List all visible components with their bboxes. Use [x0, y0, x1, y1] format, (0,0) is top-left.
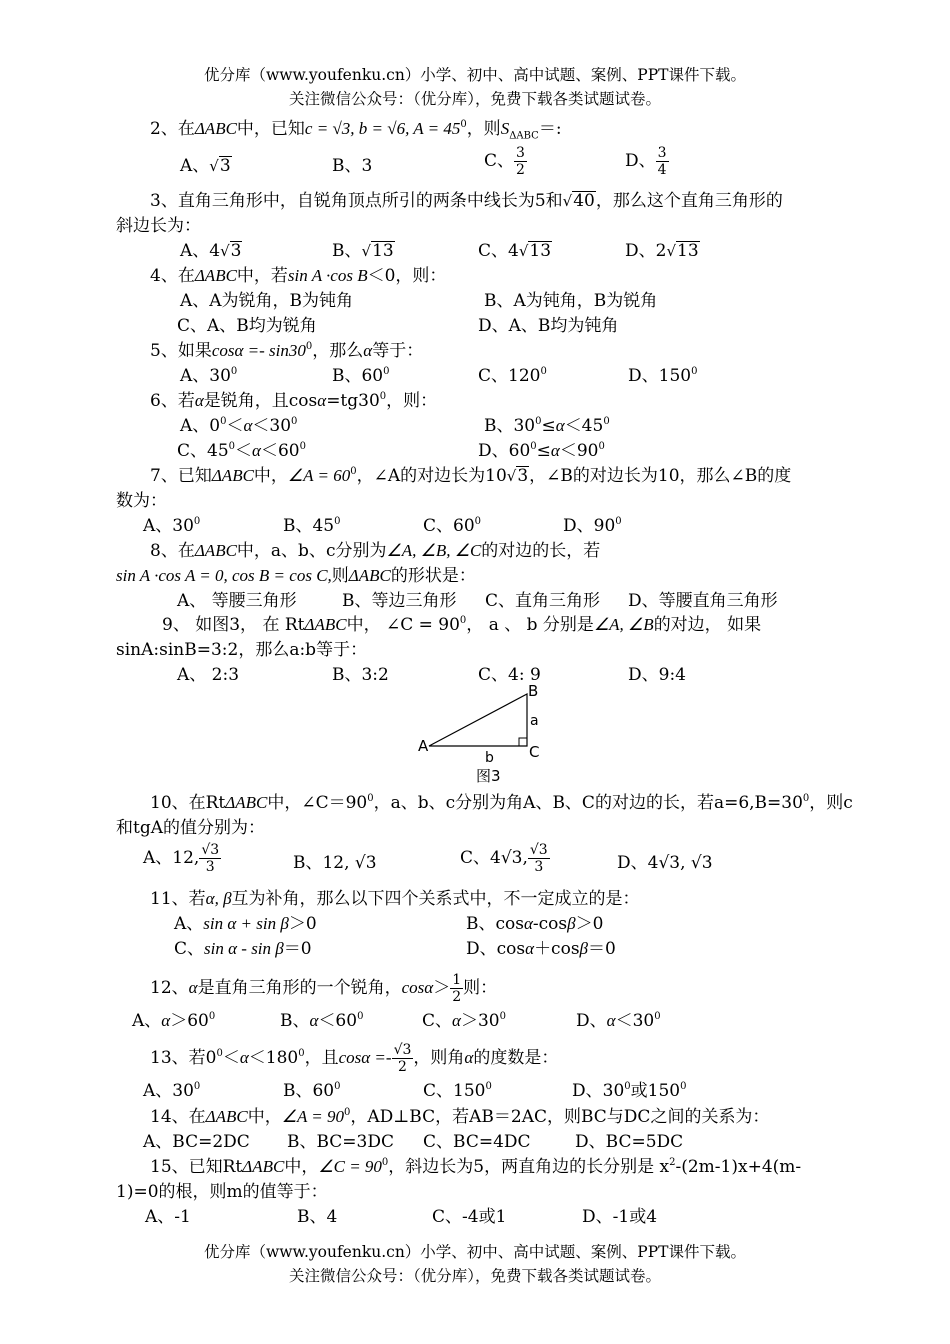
question-2-option-a: A、√3 [180, 156, 231, 176]
question-10-option-a: A、12, $\frac{√3}{3}$ [143, 842, 220, 875]
question-13-stem: 13、若$0^0<\alpha<180^0$，且cosα =- $\frac{√3}{2}$ ，则角α的度数是： [150, 1042, 559, 1075]
question-11-option-d: D、cosα＋cosβ＝0 [466, 939, 616, 959]
question-5-option-b: B、$60^0$ [332, 366, 390, 386]
footer-line-1: 优分库（www.youfenku.cn）小学、初中、高中试题、案例、PPT课件下载。 [203, 1243, 747, 1261]
question-4-option-a: A、A为锐角，B为钝角 [180, 291, 354, 311]
question-15-option-c: C、-4或1 [432, 1207, 507, 1227]
question-5-option-d: D、$150^0$ [628, 366, 698, 386]
figure-caption: 图3 [476, 767, 501, 785]
question-4-option-d: D、A、B均为钝角 [478, 316, 619, 336]
question-3-stem-line-2: 斜边长为： [116, 216, 201, 236]
vertex-c-label: C [529, 743, 540, 761]
question-9-option-a: A、 2:3 [177, 665, 240, 685]
question-4-option-c: C、A、B均为锐角 [177, 316, 317, 336]
question-2-option-b: B、3 [332, 156, 373, 176]
question-3-stem-line-1: 3、直角三角形中，自锐角顶点所引的两条中线长为5和√40，那么这个直角三角形的 [150, 191, 783, 211]
question-7-stem-line-2: 数为： [116, 491, 167, 511]
header-line-2: 关注微信公众号：（优分库），免费下载各类试题试卷。 [288, 90, 661, 108]
question-5-option-a: A、$30^0$ [180, 366, 238, 386]
question-15-stem-line-1: 15、已知RtΔABC中，∠C = $90^0$，斜边长为5，两直角边的长分别是 $x^2-(2m-1)x+4(m-$ [150, 1157, 802, 1177]
right-angle-mark [519, 738, 527, 746]
question-2-option-c: C、 $\frac{3}{2}$ [484, 145, 525, 178]
question-12-stem: 12、α是直角三角形的一个锐角，cosα＞ $\frac{1}{2}$ 则： [150, 972, 498, 1005]
question-12-option-c: C、$\alpha>30^0$ [422, 1011, 506, 1031]
question-12-option-b: B、$\alpha<60^0$ [280, 1011, 364, 1031]
question-15-option-b: B、4 [297, 1207, 338, 1227]
question-7-option-c: C、$60^0$ [423, 516, 482, 536]
question-11-stem: 11、若α, β互为补角，那么以下四个关系式中，不一定成立的是： [150, 889, 640, 909]
question-13-option-d: D、$30^0$或$150^0$ [572, 1081, 687, 1101]
question-3-option-b: B、√13 [332, 241, 394, 261]
vertex-b-label: B [528, 682, 539, 700]
question-13-option-b: B、$60^0$ [283, 1081, 341, 1101]
question-3-option-c: C、4√13 [478, 241, 552, 261]
question-9-option-d: D、9:4 [628, 665, 686, 685]
side-b-label: b [485, 750, 494, 766]
question-6-stem: 6、若α是锐角，且$\cos\alpha=tg30^0$，则： [150, 391, 438, 411]
footer-line-2: 关注微信公众号：（优分库），免费下载各类试题试卷。 [288, 1267, 661, 1285]
triangle-outline [429, 694, 527, 746]
question-3-option-d: D、2√13 [625, 241, 699, 261]
question-6-option-b: B、$30^0\le\alpha<45^0$ [484, 416, 610, 436]
vertex-a-label: A [418, 737, 429, 755]
question-15-option-d: D、-1或4 [582, 1207, 658, 1227]
question-2-stem: 2、在ΔABC中，已知c = √3, b = √6, $A = 45^0$，则$S_{\Delta ABC}=$: [150, 119, 562, 142]
question-15-option-a: A、-1 [145, 1207, 191, 1227]
question-8-option-a: A、 等腰三角形 [177, 591, 297, 611]
question-4-stem: 4、在ΔABC中，若sin A ·cos B＜0，则： [150, 266, 447, 286]
question-4-option-b: B、A为钝角，B为锐角 [484, 291, 658, 311]
question-15-stem-line-2: 1)=0的根，则m的值等于： [116, 1182, 328, 1202]
question-11-option-b: B、cosα-cosβ＞0 [466, 914, 604, 934]
question-7-stem-line-1: 7、已知ΔABC中，∠A = $60^0$，∠A的对边长为10√3，∠B的对边长为10，那么∠B的度 [150, 466, 792, 486]
question-9-option-b: B、3:2 [332, 665, 389, 685]
question-6-option-c: C、$45^0<\alpha<60^0$ [177, 441, 306, 461]
question-5-option-c: C、$120^0$ [478, 366, 547, 386]
question-13-option-c: C、$150^0$ [423, 1081, 492, 1101]
question-12-option-d: D、$\alpha<30^0$ [576, 1011, 661, 1031]
question-14-option-c: C、BC=4DC [423, 1132, 531, 1152]
question-14-option-a: A、BC=2DC [143, 1132, 250, 1152]
question-3-option-a: A、4√3 [180, 241, 242, 261]
question-6-option-a: A、$0^0<\alpha<30^0$ [180, 416, 298, 436]
question-8-stem-line-2: sin A ·cos A = 0, cos B = cos C,则ΔABC的形状是： [116, 566, 476, 586]
question-10-stem-line-1: 10、在RtΔABC中，$\angle C=90^0$，a、b、c分别为角A、B、C的对边的长，若$a=6,B=30^0$，则c [150, 793, 853, 813]
question-9-stem-line-1: 9、 如图3， 在 RtΔABC中， ∠C = $90^0$， a 、 b 分别是∠A, ∠B的对边， 如果 [162, 615, 762, 635]
question-14-option-b: B、BC=3DC [287, 1132, 395, 1152]
question-14-stem: 14、在ΔABC中，∠A = $90^0$，AD⊥BC，若AB＝2AC，则BC与DC之间的关系为： [150, 1107, 770, 1127]
question-12-option-a: A、$\alpha>60^0$ [132, 1011, 216, 1031]
question-9-stem-line-2: sinA:sinB=3:2，那么a:b等于： [116, 640, 368, 660]
question-13-option-a: A、$30^0$ [143, 1081, 201, 1101]
question-10-option-b: B、12, √3 [293, 853, 377, 873]
question-11-option-a: A、sin α + sin β＞0 [174, 914, 317, 934]
question-14-option-d: D、BC=5DC [575, 1132, 684, 1152]
question-7-option-b: B、$45^0$ [283, 516, 341, 536]
question-10-option-c: C、4√3, $\frac{√3}{3}$ [460, 842, 548, 875]
question-8-option-c: C、直角三角形 [485, 591, 601, 611]
question-2-option-d: D、 $\frac{3}{4}$ [625, 145, 667, 178]
question-8-stem-line-1: 8、在ΔABC中，a、b、c分别为∠A, ∠B, ∠C的对边的长，若 [150, 541, 601, 561]
question-11-option-c: C、sin α - sin β＝0 [174, 939, 312, 959]
question-8-option-d: D、等腰直角三角形 [628, 591, 778, 611]
question-5-stem: 5、如果$\cos\alpha =- \sin 30^0$，那么α等于： [150, 341, 424, 361]
question-7-option-a: A、$30^0$ [143, 516, 201, 536]
question-6-option-d: D、$60^0\le\alpha<90^0$ [478, 441, 605, 461]
question-8-option-b: B、等边三角形 [342, 591, 457, 611]
question-7-option-d: D、$90^0$ [563, 516, 622, 536]
question-10-option-d: D、4√3, √3 [617, 853, 713, 873]
question-9-option-c: C、4: 9 [478, 665, 541, 685]
question-10-stem-line-2: 和tgA的值分别为： [116, 818, 265, 838]
figure-3-triangle [415, 680, 555, 790]
side-a-label: a [530, 713, 539, 729]
header-line-1: 优分库（www.youfenku.cn）小学、初中、高中试题、案例、PPT课件下载。 [203, 66, 747, 84]
